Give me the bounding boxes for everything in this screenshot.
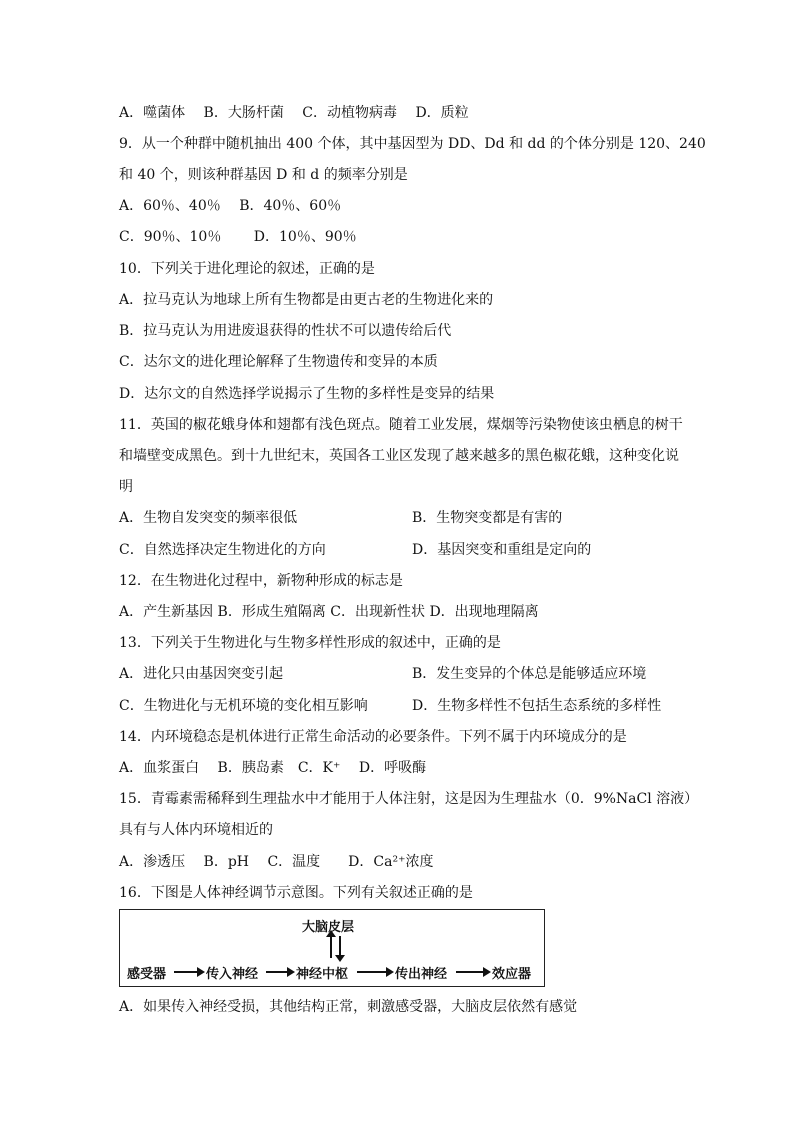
q11-option-d: D．基因突变和重组是定向的 [412, 542, 592, 558]
q13-stem: 13．下列关于生物进化与生物多样性形成的叙述中，正确的是 [119, 635, 501, 651]
q10-option-b: B．拉马克认为用进废退获得的性状不可以遗传给后代 [119, 323, 452, 339]
q15-stem-line2: 具有与人体内环境相近的 [119, 822, 273, 838]
arrow-4 [456, 971, 484, 973]
q10-stem: 10．下列关于进化理论的叙述，正确的是 [119, 261, 375, 277]
q12-stem: 12．在生物进化过程中，新物种形成的标志是 [119, 573, 403, 589]
up-arrow [330, 936, 332, 958]
q15-options: A．渗透压 B．pH C．温度 D．Ca²⁺浓度 [119, 854, 434, 870]
effector-label: 效应器 [492, 967, 532, 982]
q11-stem-line2: 和墙壁变成黑色。到十九世纪末，英国各工业区发现了越来越多的黑色椒花蛾，这种变化说 [119, 448, 679, 464]
q11-stem-line1: 11．英国的椒花蛾身体和翅都有浅色斑点。随着工业发展，煤烟等污染物使该虫栖息的树干 [119, 417, 683, 433]
q9-stem-line2: 和 40 个，则该种群基因 D 和 d 的频率分别是 [119, 167, 408, 183]
q13-option-b: B．发生变异的个体总是能够适应环境 [412, 666, 647, 682]
q11-option-a: A．生物自发突变的频率很低 [119, 510, 298, 526]
q9-options-cd: C．90％、10％ D．10％、90％ [119, 229, 357, 245]
q8-options: A．噬菌体 B．大肠杆菌 C．动植物病毒 D．质粒 [119, 105, 469, 121]
receptor-label: 感受器 [127, 967, 167, 982]
q13-option-d: D．生物多样性不包括生态系统的多样性 [412, 698, 662, 714]
q14-options: A．血浆蛋白 B．胰岛素 C．K⁺ D．呼吸酶 [119, 760, 427, 776]
down-arrow [339, 936, 341, 956]
q11-stem-line3: 明 [119, 479, 133, 495]
q13-option-c: C．生物进化与无机环境的变化相互影响 [119, 698, 368, 714]
q9-stem-line1: 9．从一个种群中随机抽出 400 个体，其中基因型为 DD、Dd 和 dd 的个体分别是 120、240 [119, 136, 706, 152]
q10-option-c: C．达尔文的进化理论解释了生物遗传和变异的本质 [119, 354, 438, 370]
q10-option-a: A．拉马克认为地球上所有生物都是由更古老的生物进化来的 [119, 292, 494, 308]
q12-options: A．产生新基因 B．形成生殖隔离 C．出现新性状 D．出现地理隔离 [119, 604, 539, 620]
q14-stem: 14．内环境稳态是机体进行正常生命活动的必要条件。下列不属于内环境成分的是 [119, 729, 627, 745]
q16-stem: 16．下图是人体神经调节示意图。下列有关叙述正确的是 [119, 885, 473, 901]
cortex-label: 大脑皮层 [302, 920, 355, 935]
q11-option-c: C．自然选择决定生物进化的方向 [119, 542, 326, 558]
q13-option-a: A．进化只由基因突变引起 [119, 666, 284, 682]
efferent-nerve-label: 传出神经 [395, 967, 448, 982]
q9-options-ab: A．60％、40％ B．40％、60％ [119, 198, 342, 214]
nerve-center-label: 神经中枢 [296, 967, 349, 982]
q16-option-a: A．如果传入神经受损，其他结构正常，刺激感受器，大脑皮层依然有感觉 [119, 999, 578, 1015]
q15-stem-line1: 15．青霉素需稀释到生理盐水中才能用于人体注射，这是因为生理盐水（0．9%NaCl 溶液） [119, 791, 699, 807]
q10-option-d: D．达尔文的自然选择学说揭示了生物的多样性是变异的结果 [119, 386, 495, 402]
q11-option-b: B．生物突变都是有害的 [412, 510, 563, 526]
afferent-nerve-label: 传入神经 [206, 967, 259, 982]
arrow-2 [266, 971, 288, 973]
reflex-arc-diagram [119, 909, 545, 987]
arrow-3 [357, 971, 387, 973]
arrow-1 [174, 971, 198, 973]
